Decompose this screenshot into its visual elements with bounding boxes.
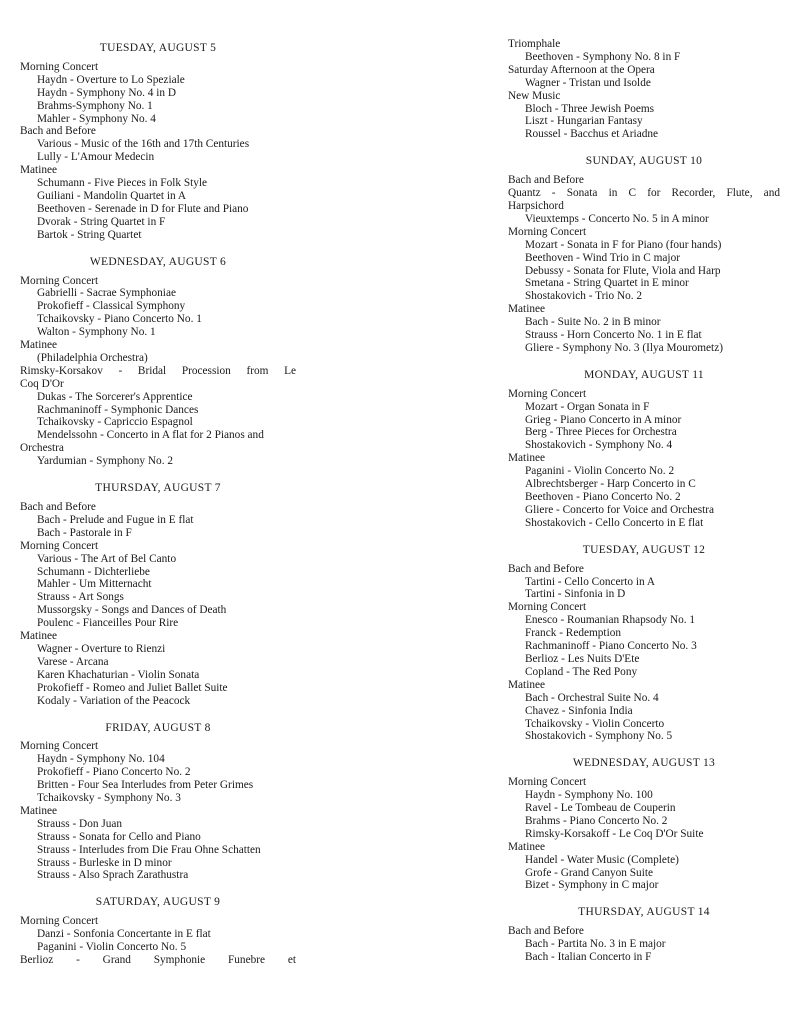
program-item: Tartini - Sinfonia in D: [525, 588, 626, 601]
program-item: Brahms-Symphony No. 1: [37, 99, 153, 112]
concert-category: Bach and Before: [20, 501, 96, 513]
concert-category: Matinee: [508, 303, 546, 316]
program-item: Dvorak - String Quartet in F: [37, 215, 166, 228]
day-heading: THURSDAY, AUGUST 14: [578, 906, 710, 919]
program-item: Walton - Symphony No. 1: [37, 326, 156, 339]
concert-category: Morning Concert: [20, 539, 99, 552]
day-heading: SATURDAY, AUGUST 9: [95, 896, 221, 909]
program-item: Beethoven - Serenade in D for Flute and Piano: [37, 202, 249, 215]
program-item: Enesco - Roumanian Rhapsody No. 1: [525, 614, 696, 627]
program-item: Bach - Prelude and Fugue in E flat: [37, 513, 194, 526]
program-item: Beethoven - Symphony No. 8 in F: [525, 50, 681, 63]
program-item: Danzi - Sonfonia Concertante in E flat: [37, 928, 211, 941]
program-item: Albrechtsberger - Harp Concerto in C: [525, 478, 696, 491]
concert-category: Morning Concert: [20, 740, 99, 753]
program-item: Berlioz - Les Nuits D'Ete: [525, 652, 640, 665]
day-heading: WEDNESDAY, AUGUST 13: [572, 757, 716, 770]
program-item: Shostakovich - Cello Concerto in E flat: [525, 516, 704, 529]
program-item: Rachmaninoff - Symphonic Dances: [37, 403, 199, 416]
concert-category: Morning Concert: [20, 915, 99, 928]
program-item: Strauss - Sonata for Cello and Piano: [37, 830, 201, 843]
program-item: Chavez - Sinfonia India: [525, 704, 633, 717]
program-item: Schumann - Dichterliebe: [37, 565, 150, 578]
concert-category: Morning Concert: [508, 387, 587, 400]
program-item: Strauss - Burleske in D minor: [37, 856, 172, 869]
concert-category: Matinee: [20, 804, 58, 817]
program-item: Rimsky-Korsakov - Bridal Procession from Le: [20, 364, 296, 377]
concert-category: Morning Concert: [508, 601, 587, 614]
program-item: Copland - The Red Pony: [525, 665, 638, 678]
day-heading: TUESDAY, AUGUST 12: [582, 543, 706, 556]
program-item: Bach - Suite No. 2 in B minor: [525, 316, 661, 329]
program-item: Mendelssohn - Concerto in A flat for 2 Pianos and: [37, 429, 264, 442]
program-item: Debussy - Sonata for Flute, Viola and Harp: [525, 264, 721, 277]
program-item: Bach - Orchestral Suite No. 4: [525, 691, 659, 704]
program-item-continuation: Coq D'Or: [20, 377, 64, 390]
program-item: Mussorgsky - Songs and Dances of Death: [37, 604, 227, 617]
day-heading: THURSDAY, AUGUST 7: [95, 482, 221, 495]
concert-category: Matinee: [508, 452, 546, 465]
program-item: Bach - Partita No. 3 in E major: [525, 938, 666, 951]
program-item: Bloch - Three Jewish Poems: [525, 102, 655, 115]
program-item: Berg - Three Pieces for Orchestra: [525, 426, 677, 439]
program-item: Grieg - Piano Concerto in A minor: [525, 413, 682, 426]
concert-category: Bach and Before: [508, 925, 584, 938]
program-item: Mahler - Symphony No. 4: [37, 112, 156, 125]
program-item: Gliere - Concerto for Voice and Orchestra: [525, 503, 715, 516]
concert-category: Matinee: [508, 840, 546, 853]
concert-category: Morning Concert: [20, 60, 99, 73]
concert-category: Bach and Before: [508, 562, 584, 575]
program-item: Yardumian - Symphony No. 2: [37, 455, 173, 468]
concert-category: Morning Concert: [20, 274, 99, 287]
concert-category: Matinee: [20, 630, 58, 643]
program-item: Haydn - Symphony No. 104: [37, 753, 165, 766]
program-item: Prokofieff - Classical Symphony: [37, 300, 186, 313]
program-item: Tchaikovsky - Violin Concerto: [525, 717, 665, 730]
program-item: Wagner - Overture to Rienzi: [37, 642, 166, 655]
program-item: Franck - Redemption: [525, 627, 622, 640]
concert-category: Matinee: [20, 339, 58, 352]
program-item: Paganini - Violin Concerto No. 5: [37, 941, 187, 954]
concert-category: Bach and Before: [508, 174, 584, 187]
program-item: Strauss - Don Juan: [37, 817, 123, 830]
program-item: Grofe - Grand Canyon Suite: [525, 866, 654, 879]
concert-category: Morning Concert: [508, 225, 587, 238]
program-item: Shostakovich - Symphony No. 4: [525, 439, 673, 452]
program-item: Gabrielli - Sacrae Symphoniae: [37, 287, 176, 300]
program-item: Beethoven - Wind Trio in C major: [525, 251, 680, 264]
program-item: Lully - L'Amour Medecin: [37, 151, 155, 164]
program-item: Dukas - The Sorcerer's Apprentice: [37, 390, 193, 403]
program-item: Strauss - Horn Concerto No. 1 in E flat: [525, 329, 702, 342]
right-column: [508, 38, 780, 964]
program-item: Strauss - Art Songs: [37, 591, 124, 604]
program-item: Brahms - Piano Concerto No. 2: [525, 814, 668, 827]
program-item: Poulenc - Fianceilles Pour Rire: [37, 617, 179, 630]
program-item: Various - The Art of Bel Canto: [37, 552, 177, 565]
concert-category: New Music: [508, 89, 561, 102]
program-item: Bach - Italian Concerto in F: [525, 951, 652, 964]
concert-category: Bach and Before: [20, 125, 96, 138]
day-heading: WEDNESDAY, AUGUST 6: [89, 255, 227, 268]
program-item: Gliere - Symphony No. 3 (Ilya Mourometz): [525, 341, 723, 354]
day-heading: TUESDAY, AUGUST 5: [99, 42, 217, 54]
program-item: Prokofieff - Romeo and Juliet Ballet Suite: [37, 681, 228, 694]
program-item: Roussel - Bacchus et Ariadne: [525, 128, 659, 141]
program-item: Mozart - Organ Sonata in F: [525, 400, 650, 413]
day-heading: MONDAY, AUGUST 11: [584, 368, 704, 381]
program-item: Haydn - Overture to Lo Speziale: [37, 73, 185, 86]
program-item: Rachmaninoff - Piano Concerto No. 3: [525, 640, 697, 653]
left-column: [20, 38, 296, 967]
program-item: Shostakovich - Trio No. 2: [525, 290, 643, 303]
program-item: Bartok - String Quartet: [37, 228, 142, 241]
program-item: Strauss - Interludes from Die Frau Ohne Schatten: [37, 843, 261, 856]
program-item: Tchaikovsky - Piano Concerto No. 1: [37, 313, 202, 326]
program-item: Shostakovich - Symphony No. 5: [525, 730, 673, 743]
program-item-continuation: Orchestra: [20, 442, 64, 455]
program-item: Paganini - Violin Concerto No. 2: [525, 465, 675, 478]
program-item: Prokofieff - Piano Concerto No. 2: [37, 766, 191, 779]
program-item: Tchaikovsky - Capriccio Espagnol: [37, 416, 193, 429]
program-item: Strauss - Also Sprach Zarathustra: [37, 869, 189, 882]
concert-category: Matinee: [508, 678, 546, 691]
program-item-continuation: Harpsichord: [508, 199, 564, 212]
concert-category: Triomphale: [508, 38, 561, 50]
program-item: Ravel - Le Tombeau de Couperin: [525, 802, 676, 815]
program-item: (Philadelphia Orchestra): [37, 351, 148, 364]
program-item: Handel - Water Music (Complete): [525, 853, 679, 866]
program-item: Bach - Pastorale in F: [37, 526, 132, 539]
program-item: Guiliani - Mandolin Quartet in A: [37, 189, 187, 202]
program-item: Wagner - Tristan und Isolde: [525, 76, 651, 89]
program-item: Smetana - String Quartet in E minor: [525, 277, 689, 290]
program-item: Mozart - Sonata in F for Piano (four hands): [525, 238, 722, 251]
program-item: Varese - Arcana: [37, 655, 109, 668]
day-heading: FRIDAY, AUGUST 8: [105, 721, 211, 734]
program-item: Bizet - Symphony in C major: [525, 879, 659, 892]
program-item: Liszt - Hungarian Fantasy: [525, 115, 643, 128]
concert-category: Saturday Afternoon at the Opera: [508, 63, 655, 76]
program-item: Berlioz - Grand Symphonie Funebre et: [20, 954, 296, 966]
program-item: Various - Music of the 16th and 17th Centuries: [37, 138, 250, 151]
concert-category: Morning Concert: [508, 776, 587, 789]
day-heading: SUNDAY, AUGUST 10: [585, 155, 703, 168]
program-item: Kodaly - Variation of the Peacock: [37, 694, 191, 707]
program-item: Schumann - Five Pieces in Folk Style: [37, 177, 208, 190]
program-item: Beethoven - Piano Concerto No. 2: [525, 491, 681, 503]
program-item: Karen Khachaturian - Violin Sonata: [37, 668, 200, 681]
program-item: Haydn - Symphony No. 4 in D: [37, 86, 177, 99]
program-item: Haydn - Symphony No. 100: [525, 789, 653, 802]
program-item: Mahler - Um Mitternacht: [37, 578, 152, 591]
program-item: Rimsky-Korsakoff - Le Coq D'Or Suite: [525, 827, 704, 840]
program-item: Tartini - Cello Concerto in A: [525, 575, 656, 588]
program-item: Tchaikovsky - Symphony No. 3: [37, 792, 181, 805]
concert-category: Matinee: [20, 164, 58, 177]
program-item: Britten - Four Sea Interludes from Peter Grimes: [37, 779, 254, 792]
program-item: Quantz - Sonata in C for Recorder, Flute, and: [508, 187, 780, 200]
program-item: Vieuxtemps - Concerto No. 5 in A minor: [525, 212, 709, 225]
